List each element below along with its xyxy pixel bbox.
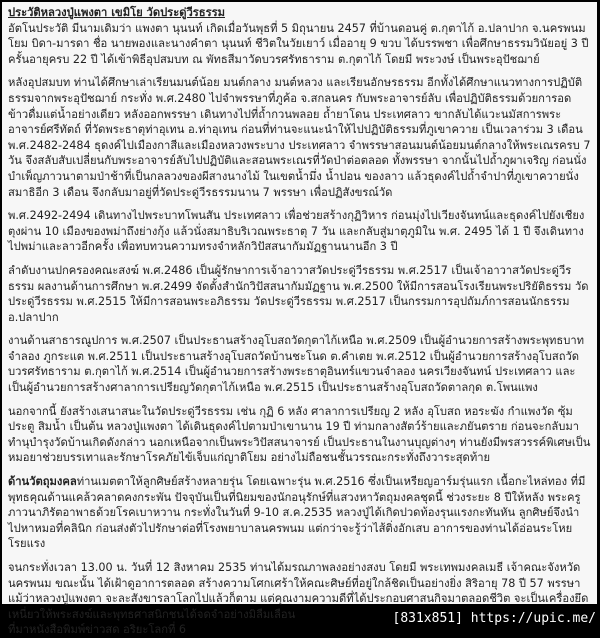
paragraph-travels: พ.ศ.2492-2494 เดินทางไปพระบาทโพนสัน ประเทศลาว เพื่อช่วยสร้างกุฏิวิหาร ก่อนมุ่งไปเวียงจันทน์และธุดงค์ไปยังเชียงตุงผ่าน 10 เมืองของพม่าถึงย่างกุ้ง แล้วนั่งสมาธิบริเวณพระธาตุ 7 วัน และกลับสู่มาตุภูมิใน พ.ศ. 2495 ได้ 1 ปี จึงเดินทางไปพม่าและลาวอีกครั้ง เพื่อทบทวนความทรงจำหลักวิปัสสนากัมมัฏฐานนานอีก 3 ปี <box>8 209 585 254</box>
amulet-lead: ด้านวัตถุมงคล <box>8 475 77 489</box>
paragraph-monastery-buildings: นอกจากนี้ ยังสร้างเสนาสนะในวัดประดู่วีรธรรม เช่น กุฏิ 6 หลัง ศาลาการเปรียญ 2 หลัง อุโบสถ หอระฆัง กำแพงวัด ซุ้มประตู สิมน้ำ เป็นต้น หลวงปู่แพงตา ได้เดินธุดงค์ไปตามป่าเขานาน 19 ปี ท่ามกลางสัตว์ร้ายและภยันตราย ก่อนจะกลับมาทำนุบำรุงวัดบ้านเกิดดังกล่าว นอกเหนือจากเป็นพระวิปัสสนาจารย์ เป็นประธานในงานบุญต่างๆ ท่านยังมีพรสวรรค์พิเศษเป็นหมอยาช่วยบรรเทาและรักษาโรคภัยไข้เจ็บแก่ญาติโยม อย่างไม่ถือชนชั้นวรรณะกระทั่งถึงวาระสุดท้าย <box>8 404 591 465</box>
source-citation: ที่มาหนังสือพิมพ์ข่าวสด อริยะโลกที่ 6 <box>8 623 187 637</box>
paragraph-public-works: งานด้านสาธารณูปการ พ.ศ.2507 เป็นประธานสร้างอุโบสถวัดกุตาไก้เหนือ พ.ศ.2509 เป็นผู้อำนวยการสร้างพระพุทธบาทจำลอง ภูกระแต พ.ศ.2511 เป็นประธานสร้างอุโบสถวัดบ้านชะโนด ต.คำเตย พ.ศ.2512 เป็นผู้อำนวยการสร้างอุโบสถวัดบวรศรัทธาราม ต.กุตาไก้ พ.ศ.2514 เป็นผู้อำนวยการสร้างพระธาตุอินทร์แขวนจำลอง นครเวียงจันทน์ ประเทศลาว และเป็นผู้อำนวยการสร้างศาลาการเปรียญวัดกุตาไก้เหนือ พ.ศ.2515 เป็นประธานสร้างอุโบสถวัดตาลกุด ต.โพนแพง <box>8 334 584 395</box>
paragraph-passing: จนกระทั่งเวลา 13.00 น. วันที่ 12 สิงหาคม 2535 ท่านได้มรณภาพลงอย่างสงบ โดยมี พระเทพมงคลเมธี เจ้าคณะจังหวัดนครพนม ขณะนั้น ได้เฝ้าดูอาการตลอด สร้างความโศกเศร้าให้คณะศิษย์ที่อยู่ใกล้ชิดเป็นอย่างยิ่ง สิริอายุ 78 ปี 57 พรรษา แม้ว่าหลวงปู่แพงตา จะละสังขารลาโลกไปแล้วก็ตาม แต่คุณงามความดีที่ได้ประกอบศาสนกิจมาตลอดชีวิต จะเป็นเครื่องยึดเหนี่ยวให้พระสงฆ์และพุทธศาสนิกชนได้จดจำอย่างมิลืมเลือน <box>8 561 589 621</box>
paragraph-biography: อัตโนประวัติ มีนามเดิมว่า แพงตา นุนนท์ เกิดเมื่อวันพุธที่ 5 มิถุนายน 2457 ที่บ้านดอนคู่ ต.กุตาไก้ อ.ปลาปาก จ.นครพนม โยม บิดา-มารดา ชื่อ นายพองและนางคำตา นุนนท์ ชีวิตในวัยเยาว์ เมื่ออายุ 9 ขวบ ได้บรรพชา เพื่อศึกษาธรรมวินัยอยู่ 3 ปี ครั้นอายุครบ 22 ปี ได้เข้าพิธีอุปสมบท ณ พัทธสีมาวัดบวรศรัทธาราม ต.กุตาไก้ โดยมี พระวงษ์ เป็นพระอุปัชฌาย์ <box>8 21 589 66</box>
article-title: ประวัติหลวงปู่แพงตา เขมิโย วัดประดู่วีรธรรม <box>8 6 225 19</box>
amulet-text: ท่านเมตตาให้ลูกศิษย์สร้างหลายรุ่น โดยเฉพาะรุ่น พ.ศ.2516 ซึ่งเป็นเหรียญอาร์มรุ่นแรก เนื้อกะไหล่ทอง ที่มีพุทธคุณด้านแคล้วคลาดคงกระพัน ปัจจุบันเป็นที่นิยมของนักอนุรักษ์ที่แสวงหาวัตถุมงคลชุดนี้ ช่วงระยะ 8 ปีให้หลัง พระครูภาวนาภิรัตอาพาธด้วยโรคเบาหวาน กระทั่งในวันที่ 9-10 ส.ค.2535 หลวงปู่ได้เกิดปวดท้องรุนแรงกะทันหัน ลูกศิษย์จึงนำไปหาหมอที่คลินิก ก่อนส่งตัวไปรักษาต่อที่โรงพยาบาลนครพนม แต่กว่าจะรู้ว่าไส้ติ่งอักเสบ อาการของท่านได้อ่อนระโหย โรยแรง <box>8 475 586 551</box>
paragraph-after-ordination: หลังอุปสมบท ท่านได้ศึกษาเล่าเรียนมนต์น้อย มนต์กลาง มนต์หลวง และเรียนอักษรธรรม อีกทั้งได้ศึกษาแนวทางการปฏิบัติธรรมจากพระอุปัชฌาย์ กระทั่ง พ.ศ.2480 ไปจำพรรษาที่ภูค้อ จ.สกลนคร กับพระอาจารย์ลับ เพื่อปฏิบัติธรรมด้วยการอดข้าวดื่มแต่น้ำอย่างเดียว หลังออกพรรษา เดินทางไปที่ถ้ำกวนพลอย ถ้ำยาโดน ประเทศลาว ขากลับได้แวะนมัสการพระอาจารย์ศรีทัตถ์ ที่วัดพระธาตุท่าอุเทน อ.ท่าอุเทน ก่อนที่ท่านจะแนะนำให้ไปปฏิบัติธรรมที่ภูเขาควาย เป็นเวลาร่วม 3 เดือน พ.ศ.2482-2484 ธุดงค์ไปเมืองกาสีและเมืองหลวงพระบาง ประเทศลาว จำพรรษาสอนมนต์น้อยมนต์กลางให้พระเณรครบ 7 วัน จึงสลับสับเปลี่ยนกับพระอาจารย์ลับไปปฏิบัติและสอนพระเณรที่วัดป่าต่อตลอด ทั้งพรรษา จากนั้นไปถ้ำภูผาเจริญ ก่อนนั่งบำเพ็ญภาวนาตามป่าช้าที่เป็นกลลวงของผีสางนางไม้ ในเขตน้ำมึ่ง น้ำปอน ของลาว แล้วธุดงค์ไปถ้ำจำปาที่ภูเขาควายนั่งสมาธิอีก 3 เดือน จึงกลับมาอยู่ที่วัดประดู่วีรธรรมนาน 7 พรรษา เพื่อปฏิสังขรณ์วัด <box>8 76 591 199</box>
paragraph-amulets <box>8 474 591 552</box>
paragraph-administration: ลำดับงานปกครองคณะสงฆ์ พ.ศ.2486 เป็นผู้รักษาการเจ้าอาวาสวัดประดู่วีรธรรม พ.ศ.2517 เป็นเจ้าอาวาสวัดประดู่วีรธรรม ผลงานด้านการศึกษา พ.ศ.2499 จัดตั้งสำนักวิปัสสนากัมมัฏฐาน พ.ศ.2500 ให้มีการสอนโรงเรียนพระปริยัติธรรม วัดประดู่วีรธรรม พ.ศ.2515 ให้มีการสอนพระอภิธรรม วัดประดู่วีรธรรม พ.ศ.2517 เป็นกรรมการอุปถัมภ์การสอนนักธรรม อ.ปลาปาก <box>8 263 589 324</box>
image-watermark: [831x851] https://upic.me/ <box>392 611 596 626</box>
